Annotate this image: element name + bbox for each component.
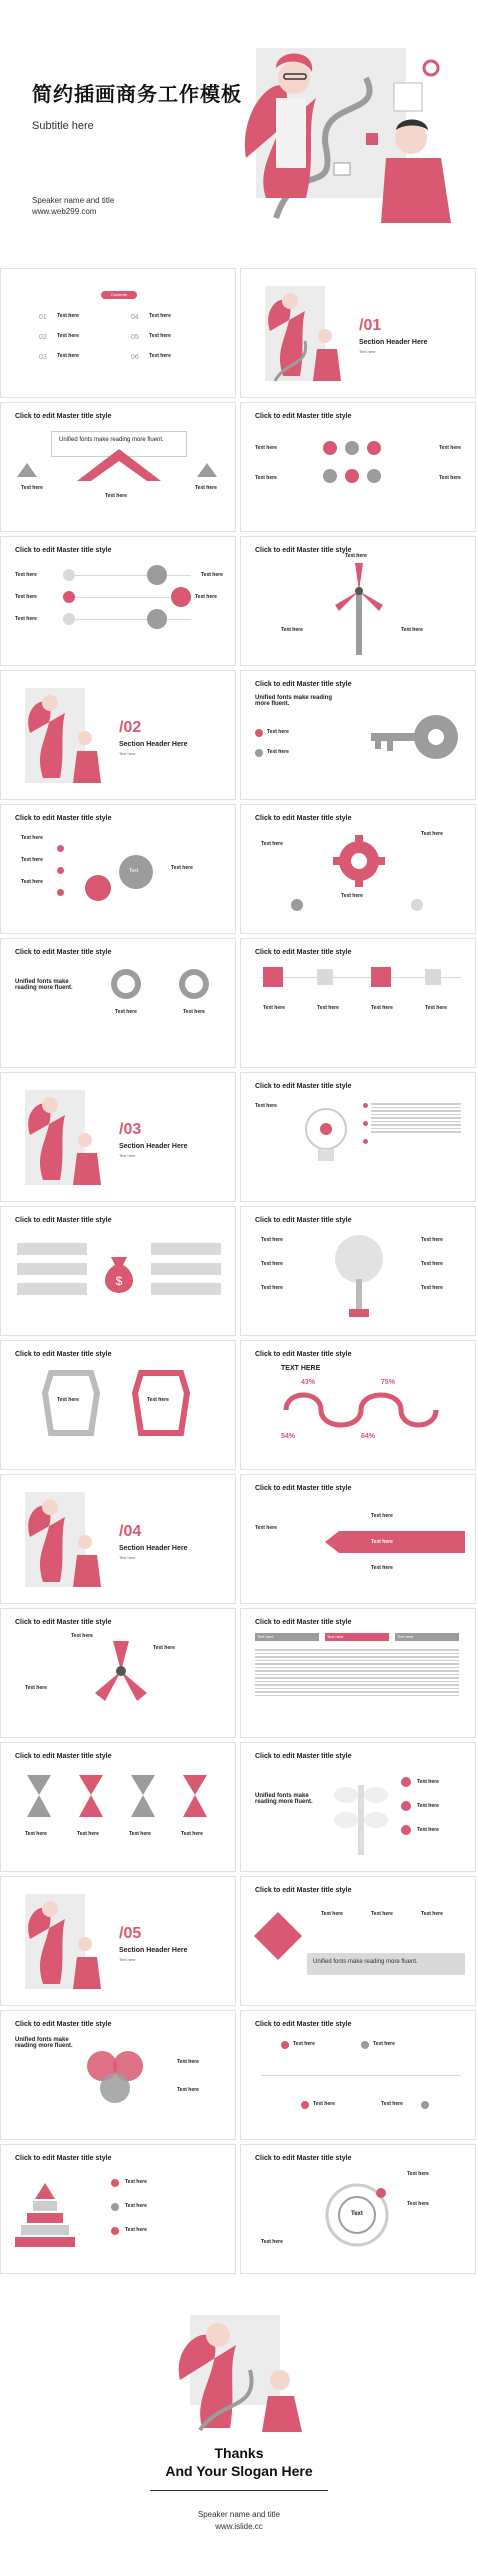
thanks-line2: And Your Slogan Here (165, 2463, 313, 2479)
pyramid-text-1: Text here (125, 2179, 147, 2185)
unified-text: Unified fonts make reading more fluent. (313, 1959, 418, 1965)
small-roof-right (197, 463, 217, 479)
slide-title: Click to edit Master title style (255, 949, 352, 956)
agenda-text-4: Text here (149, 313, 171, 319)
section-subtitle: Text here (119, 1153, 136, 1158)
slide-cycle (240, 2144, 476, 2274)
agenda-text-2: Text here (57, 333, 79, 339)
path-text-2: Text here (373, 2041, 395, 2047)
slide-title: Click to edit Master title style (255, 2021, 352, 2028)
section-number: /05 (119, 1925, 142, 1942)
text-right-1: Text here (439, 445, 461, 451)
connector-line-3 (71, 619, 191, 620)
shield-grey (41, 1363, 101, 1443)
slide-timeline-circles (0, 536, 236, 666)
tree-text-4: Text here (421, 1237, 443, 1243)
slide-four-icons (240, 938, 476, 1068)
icon-circle-2 (345, 441, 359, 455)
arrow-box-2 (17, 1263, 87, 1275)
slide-title: Click to edit Master title style (255, 1083, 352, 1090)
gear-text-3: Text here (341, 893, 363, 899)
thanks-speaker: Speaker name and title (197, 2510, 281, 2519)
tree-graphic (329, 1229, 389, 1319)
dot-2 (57, 867, 64, 874)
section-number: /02 (119, 719, 142, 736)
step-circle-1 (63, 569, 75, 581)
slide-percent-waves (240, 1340, 476, 1470)
fish-circle-pink (85, 875, 111, 901)
agenda-text-3: Text here (57, 353, 79, 359)
big-circle-3 (147, 609, 167, 629)
slide-title: Click to edit Master title style (15, 2021, 112, 2028)
shield-text-1: Text here (57, 1397, 79, 1403)
banner-text-left: Text here (255, 1525, 277, 1531)
slide-pyramid (0, 2144, 236, 2274)
gear-text-2: Text here (421, 831, 443, 837)
slide-arrow-banner (240, 1474, 476, 1604)
website: www.web299.com (32, 207, 97, 216)
agenda-num-6: 06 (131, 354, 139, 361)
slide-section-03 (0, 1072, 236, 1202)
gear-text-1: Text here (261, 841, 283, 847)
prop-text-3: Text here (25, 1685, 47, 1691)
section-title: Section Header Here (119, 1545, 188, 1552)
umbrella-icon (371, 967, 391, 987)
bulb-text: Text here (255, 1103, 277, 1109)
step-text-2: Text here (15, 594, 37, 600)
path-line (261, 2075, 461, 2076)
text-left-2: Text here (255, 475, 277, 481)
fish-text-2: Text here (21, 857, 43, 863)
business-illustration (216, 38, 466, 248)
section-subtitle: Text here (359, 349, 376, 354)
plant-dot-3 (401, 1825, 411, 1835)
big-circle-1 (147, 565, 167, 585)
slide-propeller (0, 1608, 236, 1738)
list-dot-1 (363, 1103, 368, 1108)
pyramid-text-2: Text here (125, 2203, 147, 2209)
key-text-1: Text here (267, 729, 289, 735)
fish-circle-label: Text (129, 868, 139, 874)
slide-title: Click to edit Master title style (15, 815, 112, 822)
hourglass-row (23, 1771, 213, 1821)
pie-text-right: Text here (183, 1009, 205, 1015)
slide-title: Click to edit Master title style (255, 1485, 352, 1492)
diamond-text-3: Text here (421, 1911, 443, 1917)
list-dot-3 (363, 1139, 368, 1144)
slide-title: Click to edit Master title style (15, 413, 112, 420)
text-right-2: Text here (439, 475, 461, 481)
slide-unified-roof (0, 402, 236, 532)
text-left-1: Text here (255, 445, 277, 451)
step-text-1: Text here (15, 572, 37, 578)
slide-title: Click to edit Master title style (255, 547, 352, 554)
plant-text-2: Text here (417, 1803, 439, 1809)
step-circle-2 (63, 591, 75, 603)
prop-text-1: Text here (71, 1633, 93, 1639)
slide-title: Click to edit Master title style (255, 1887, 352, 1894)
arrow-box-5 (151, 1263, 221, 1275)
plant-text-1: Text here (417, 1779, 439, 1785)
section-illustration (255, 281, 345, 391)
tools-icon (291, 899, 303, 911)
pink-diamond (254, 1912, 302, 1960)
slide-title: Click to edit Master title style (15, 547, 112, 554)
presentation-title: 简约插画商务工作模板 (32, 82, 242, 106)
slide-title: Click to edit Master title style (15, 949, 112, 956)
contents-badge-label: Contents (110, 292, 127, 297)
tree-text-2: Text here (261, 1261, 283, 1267)
slide-section-01 (240, 268, 476, 398)
roof-text-right: Text here (195, 485, 217, 491)
icon-text-2: Text here (317, 1005, 339, 1011)
fish-text-1: Text here (21, 835, 43, 841)
venn-text-1: Text here (177, 2059, 199, 2065)
thanks-line1: Thanks (214, 2445, 264, 2461)
section-title: Section Header Here (119, 1947, 188, 1954)
wifi-icon (425, 969, 441, 985)
table-head-label-2: Text here (327, 1634, 344, 1639)
upper-title: TEXT HERE (281, 1365, 321, 1372)
slide-gear-grid (240, 804, 476, 934)
step-circle-3 (63, 613, 75, 625)
icon-circle-6 (367, 469, 381, 483)
pie-right-hole (185, 975, 203, 993)
slide-section-02 (0, 670, 236, 800)
icon-circle-5 (345, 469, 359, 483)
cycle-text-2: Text here (407, 2201, 429, 2207)
thanks-illustration (160, 2310, 320, 2435)
unified-text: Unified fonts make reading more fluent. (255, 695, 333, 707)
agenda-text-1: Text here (57, 313, 79, 319)
hourglass-text-1: Text here (25, 1831, 47, 1837)
small-roof-left (17, 463, 37, 479)
dot-1 (57, 845, 64, 852)
slide-title: Click to edit Master title style (15, 1619, 112, 1626)
windmill-text-left: Text here (281, 627, 303, 633)
slide-hourglass (0, 1742, 236, 1872)
unified-text: Unified fonts make reading more fluent. (59, 437, 164, 443)
diamond-text-2: Text here (371, 1911, 393, 1917)
slide-money-bag (0, 1206, 236, 1336)
windmill-text-top: Text here (345, 553, 367, 559)
divider (150, 2490, 328, 2491)
hourglass-text-3: Text here (129, 1831, 151, 1837)
slide-title: Click to edit Master title style (255, 413, 352, 420)
pie-text-left: Text here (115, 1009, 137, 1015)
slide-icon-path (240, 2010, 476, 2140)
section-illustration (15, 1487, 105, 1597)
slide-venn (0, 2010, 236, 2140)
section-subtitle: Text here (119, 1555, 136, 1560)
pyramid-dot-3 (111, 2227, 119, 2235)
speaker-name: Speaker name and title (32, 196, 115, 205)
section-title: Section Header Here (359, 339, 428, 346)
table-head-label-1: Text here (257, 1634, 274, 1639)
unified-text: Unified fonts make reading more fluent. (15, 979, 73, 991)
path-icon-2 (361, 2041, 369, 2049)
hourglass-text-2: Text here (77, 1831, 99, 1837)
pink-arrow-banner (325, 1531, 465, 1553)
slide-title: Click to edit Master title style (255, 1351, 352, 1358)
section-title: Section Header Here (119, 1143, 188, 1150)
tree-text-5: Text here (421, 1261, 443, 1267)
plant-dot-2 (401, 1801, 411, 1811)
arrow-box-1 (17, 1243, 87, 1255)
agenda-num-1: 01 (39, 314, 47, 321)
pyramid-dot-1 (111, 2179, 119, 2187)
diamond-text-1: Text here (321, 1911, 343, 1917)
path-text-3: Text here (313, 2101, 335, 2107)
agenda-text-6: Text here (149, 353, 171, 359)
plant-text-3: Text here (417, 1827, 439, 1833)
section-number: /03 (119, 1121, 142, 1138)
roof-shape (61, 447, 177, 487)
icon-circle-3 (367, 441, 381, 455)
agenda-text-5: Text here (149, 333, 171, 339)
agenda-num-2: 02 (39, 334, 47, 341)
icon-text-4: Text here (425, 1005, 447, 1011)
dot-3 (57, 889, 64, 896)
fish-text-right: Text here (171, 865, 193, 871)
slide-tree (240, 1206, 476, 1336)
roof-text-left: Text here (21, 485, 43, 491)
path-icon-4 (421, 2101, 429, 2109)
windmill-text-right: Text here (401, 627, 423, 633)
slide-title: Click to edit Master title style (15, 1753, 112, 1760)
windmill (329, 559, 389, 659)
path-icon-1 (281, 2041, 289, 2049)
plant-dot-1 (401, 1777, 411, 1787)
slide-title: Click to edit Master title style (255, 2155, 352, 2162)
icon-text-1: Text here (263, 1005, 285, 1011)
section-number: /01 (359, 317, 382, 334)
presentation-subtitle: Subtitle here (32, 120, 94, 132)
section-subtitle: Text here (119, 751, 136, 756)
venn-circle-3 (100, 2073, 130, 2103)
section-illustration (15, 683, 105, 793)
unified-text: Unified fonts make reading more fluent. (255, 1793, 313, 1805)
thanks-website: www.islide.cc (215, 2522, 263, 2531)
key-graphic (361, 707, 461, 767)
slide-title: Click to edit Master title style (15, 1217, 112, 1224)
prop-text-2: Text here (153, 1645, 175, 1651)
section-subtitle: Text here (119, 1957, 136, 1962)
icon-text-3: Text here (371, 1005, 393, 1011)
slide-title: Click to edit Master title style (255, 681, 352, 688)
section-illustration (15, 1889, 105, 1999)
slide-shields (0, 1340, 236, 1470)
slide-fish-diagram (0, 804, 236, 934)
banner-text-2: Text here (371, 1539, 393, 1545)
slide-title: Click to edit Master title style (15, 2155, 112, 2162)
roof-text-mid: Text here (105, 493, 127, 499)
path-icon-3 (301, 2101, 309, 2109)
pie-left-hole (117, 975, 135, 993)
money-bag-icon (99, 1251, 139, 1295)
cycle-text-1: Text here (407, 2171, 429, 2177)
bullet-icon-1 (255, 729, 263, 737)
slide-pie-pair (0, 938, 236, 1068)
fish-text-3: Text here (21, 879, 43, 885)
slide-title: Click to edit Master title style (255, 1753, 352, 1760)
icon-circle-1 (323, 441, 337, 455)
slide-section-05 (0, 1876, 236, 2006)
path-text-1: Text here (293, 2041, 315, 2047)
agenda-num-4: 04 (131, 314, 139, 321)
pyramid-graphic (15, 2181, 75, 2251)
slide-title: Click to edit Master title style (15, 1351, 112, 1358)
slide-section-04 (0, 1474, 236, 1604)
title-slide (0, 0, 478, 268)
table-head-label-3: Text here (397, 1634, 414, 1639)
section-illustration (15, 1085, 105, 1195)
slide-plant (240, 1742, 476, 1872)
slide-title: Click to edit Master title style (255, 815, 352, 822)
slide-table (240, 1608, 476, 1738)
music-icon (317, 969, 333, 985)
agenda-num-3: 03 (39, 354, 47, 361)
list-dot-2 (363, 1121, 368, 1126)
target-icon (411, 899, 423, 911)
percent-1: 43% (301, 1379, 316, 1386)
lightbulb-icon (301, 1103, 351, 1173)
search-icon (263, 967, 283, 987)
percent-3: 54% (281, 1433, 296, 1440)
banner-text-1: Text here (371, 1513, 393, 1519)
tree-text-6: Text here (421, 1285, 443, 1291)
tree-text-1: Text here (261, 1237, 283, 1243)
step-text-3: Text here (15, 616, 37, 622)
svg-text:$: $ (115, 1274, 123, 1288)
arrow-box-6 (151, 1283, 221, 1295)
tree-text-3: Text here (261, 1285, 283, 1291)
table-rows (255, 1649, 459, 1698)
pyramid-dot-2 (111, 2203, 119, 2211)
propeller-graphic (91, 1637, 151, 1707)
bullet-list (371, 1103, 461, 1135)
slide-lightbulb (240, 1072, 476, 1202)
percent-2: 75% (381, 1379, 396, 1386)
thanks-slide (0, 2290, 478, 2560)
hourglass-text-4: Text here (181, 1831, 203, 1837)
step-right-2: Text here (195, 594, 217, 600)
cycle-text-3: Text here (261, 2239, 283, 2245)
slide-key (240, 670, 476, 800)
pyramid-text-3: Text here (125, 2227, 147, 2233)
plant-graphic (331, 1765, 391, 1860)
banner-text-3: Text here (371, 1565, 393, 1571)
step-right-1: Text here (201, 572, 223, 578)
slide-title: Click to edit Master title style (255, 1619, 352, 1626)
shield-text-2: Text here (147, 1397, 169, 1403)
slide-title: Click to edit Master title style (255, 1217, 352, 1224)
gear-icon (331, 833, 387, 889)
slide-agenda (0, 268, 236, 398)
agenda-num-5: 05 (131, 334, 139, 341)
shield-pink (131, 1363, 191, 1443)
cycle-center: Text (351, 2211, 363, 2217)
slide-icon-diamond (240, 402, 476, 532)
percent-4: 64% (361, 1433, 376, 1440)
arrow-box-3 (17, 1283, 87, 1295)
unified-text: Unified fonts make reading more fluent. (15, 2037, 73, 2049)
section-number: /04 (119, 1523, 142, 1540)
key-text-2: Text here (267, 749, 289, 755)
path-text-4: Text here (381, 2101, 403, 2107)
arrow-box-4 (151, 1243, 221, 1255)
slide-diamond-box (240, 1876, 476, 2006)
wave-chart (281, 1385, 441, 1435)
slide-windmill (240, 536, 476, 666)
icon-circle-4 (323, 469, 337, 483)
bullet-icon-2 (255, 749, 263, 757)
venn-text-2: Text here (177, 2087, 199, 2093)
section-title: Section Header Here (119, 741, 188, 748)
big-circle-2 (171, 587, 191, 607)
connector-line-1 (71, 575, 191, 576)
